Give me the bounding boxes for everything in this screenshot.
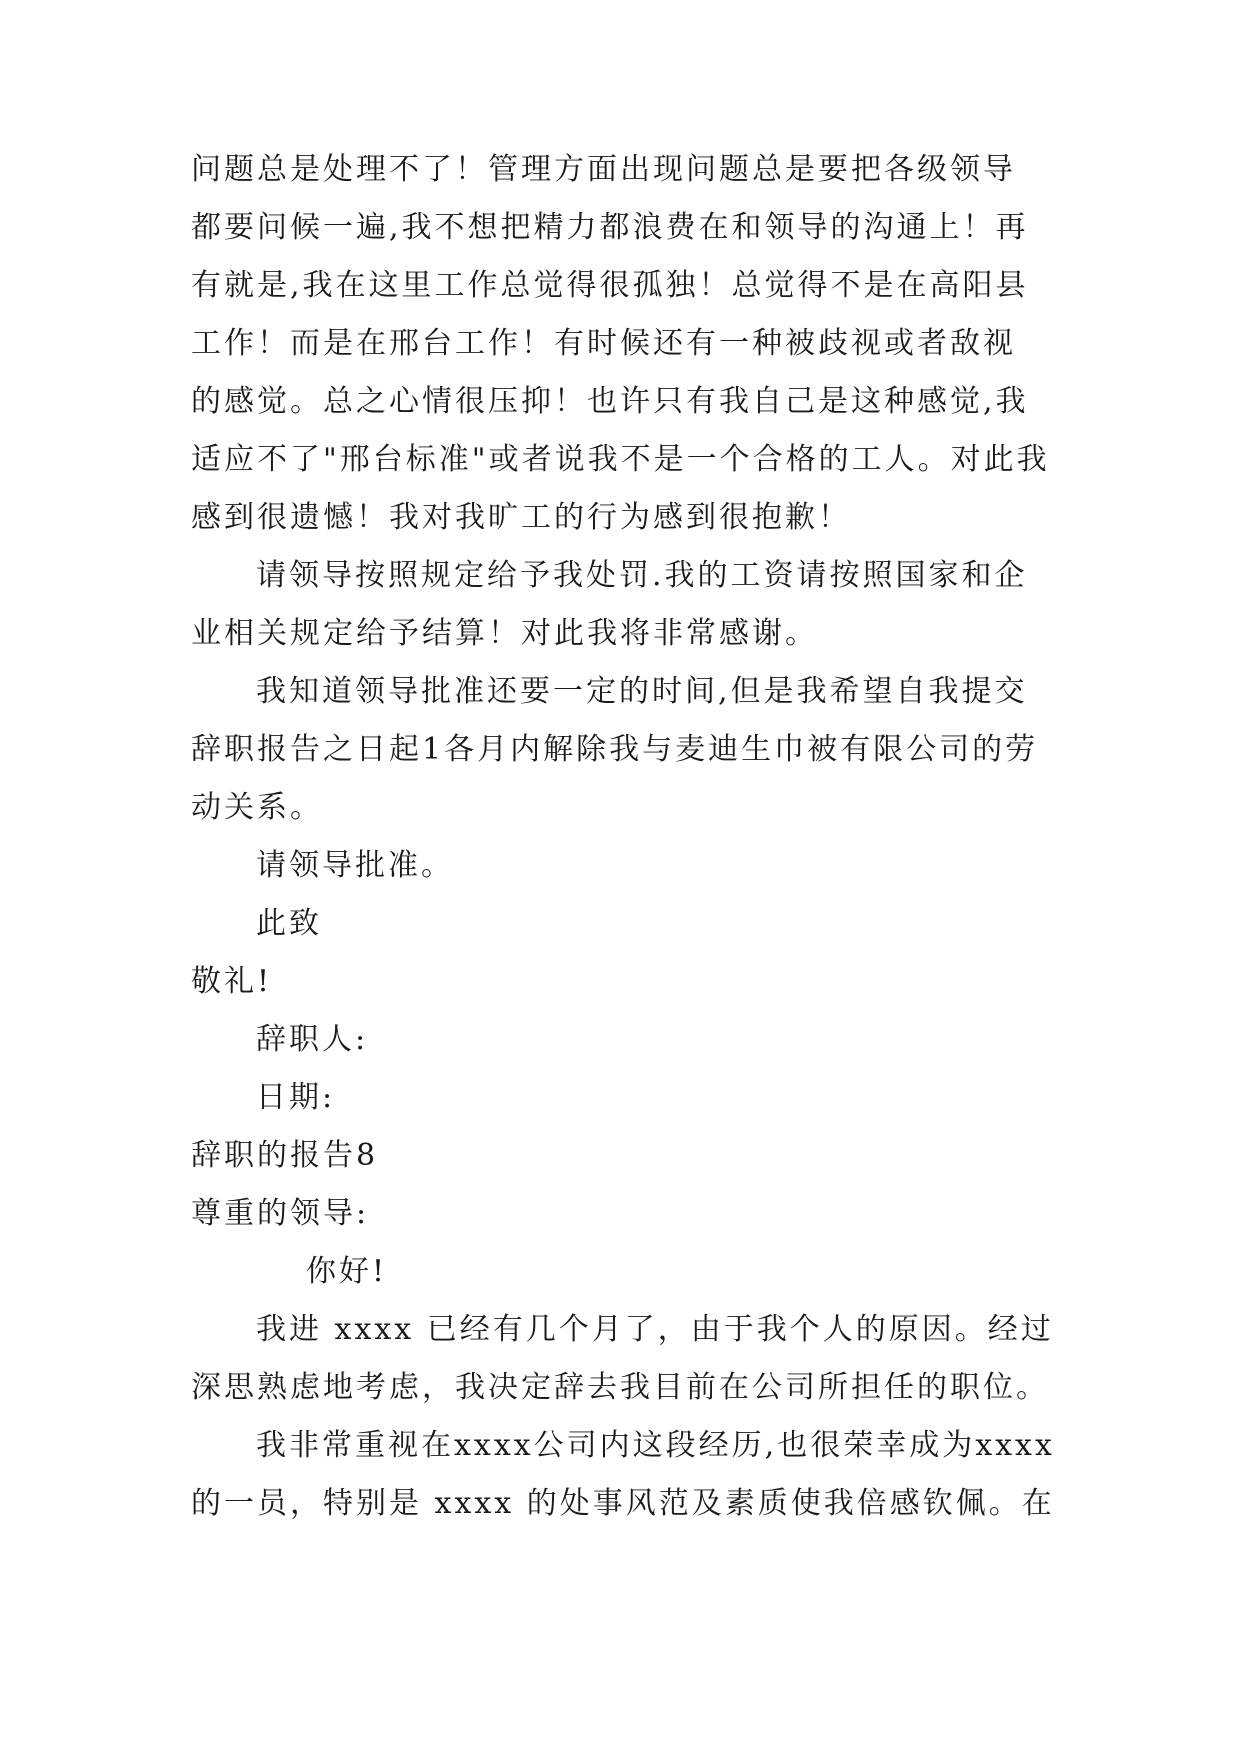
greeting-line: 你好!: [306, 1254, 388, 1289]
text-line: 深思熟虑地考虑，我决定辞去我目前在公司所担任的职位。: [191, 1370, 1049, 1405]
text-line: 的感觉。总之心情很压抑！也许只有我自己是这种感觉,我: [191, 384, 1029, 419]
section-heading: 辞职的报告8: [191, 1138, 379, 1173]
paragraph-start-line: 我知道领导批准还要一定的时间,但是我希望自我提交: [256, 674, 1028, 709]
text-line: 工作！而是在邢台工作！有时候还有一种被歧视或者敌视: [191, 326, 1016, 361]
text-line: 都要问候一遍,我不想把精力都浪费在和领导的沟通上！再: [191, 210, 1029, 245]
paragraph-start-line: 请领导按照规定给予我处罚.我的工资请按照国家和企: [256, 558, 1028, 593]
request-line: 请领导批准。: [256, 848, 454, 883]
date-label: 日期:: [256, 1080, 336, 1115]
text-line: 辞职报告之日起1各月内解除我与麦迪生巾被有限公司的劳: [191, 732, 1039, 767]
closing-line: 此致: [256, 906, 322, 941]
text-line: 感到很遗憾！我对我旷工的行为感到很抱歉！: [191, 500, 851, 535]
paragraph-start-line: 我非常重视在xxxx公司内这段经历,也很荣幸成为xxxx: [256, 1428, 1055, 1463]
text-line: 业相关规定给予结算！对此我将非常感谢。: [191, 616, 818, 651]
salutation-line: 敬礼!: [191, 964, 273, 999]
text-line: 有就是,我在这里工作总觉得很孤独！总觉得不是在高阳县: [191, 268, 1029, 303]
paragraph-start-line: 我进 xxxx 已经有几个月了，由于我个人的原因。经过: [256, 1312, 1054, 1347]
text-line: 动关系。: [191, 790, 323, 825]
text-line: 问题总是处理不了！管理方面出现问题总是要把各级领导: [191, 152, 1016, 187]
text-line: 适应不了"邢台标准"或者说我不是一个合格的工人。对此我: [191, 442, 1050, 477]
signature-label: 辞职人:: [256, 1022, 369, 1057]
text-line: 的一员，特别是 xxxx 的处事风范及素质使我倍感钦佩。在: [191, 1486, 1055, 1521]
greeting-line: 尊重的领导:: [191, 1196, 370, 1231]
